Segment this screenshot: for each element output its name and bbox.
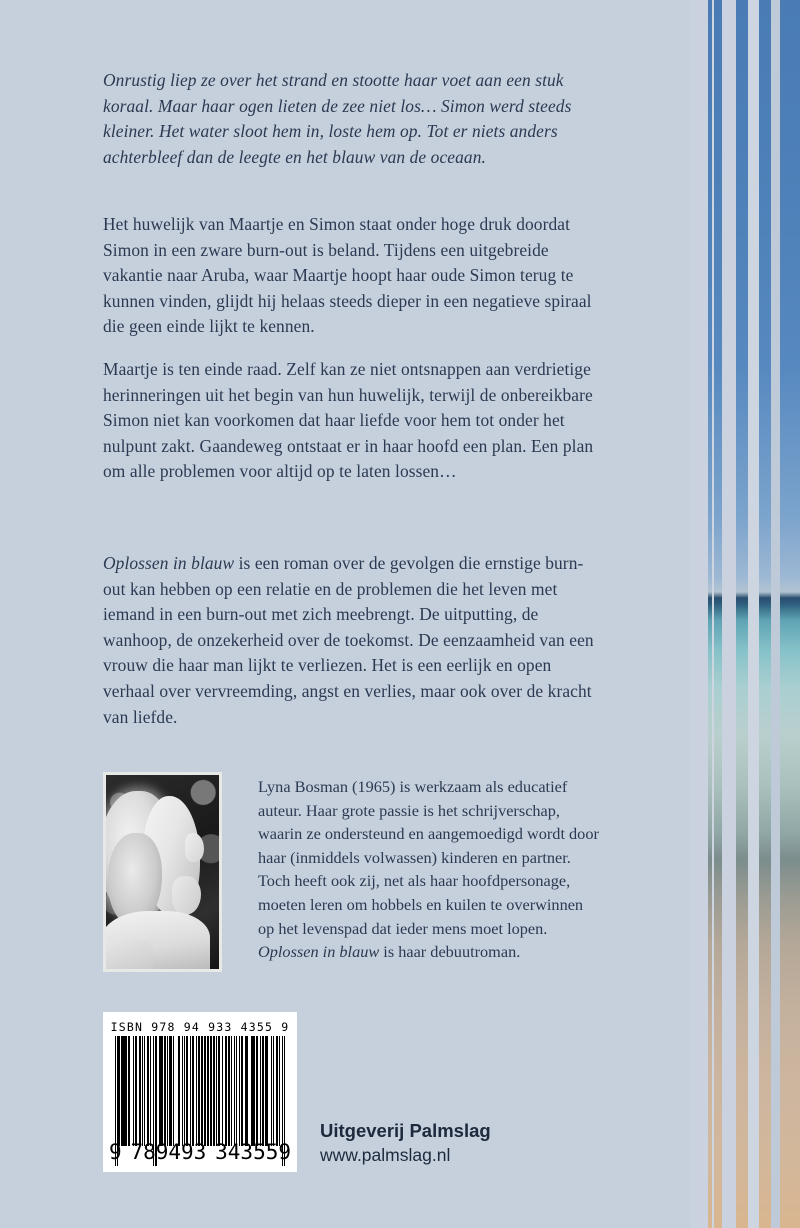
barcode-digit-left: 9 — [109, 1140, 122, 1164]
blurb-quote-paragraph: Onrustig liep ze over het strand en stootte haar voet aan een stuk koraal. Maar haar ogen lieten de zee niet los… Simon werd steeds kleiner. Het water sloot hem in, loste hem op. Tot er niets anders achterbleef dan de leegte en het blauw van de oceaan. — [103, 70, 572, 167]
blurb-paragraph-2: Het huwelijk van Maartje en Simon staat onder hoge druk doordat Simon in een zware burn-out is beland. Tijdens een uitgebreide vakantie naar Aruba, waar Maartje hoopt haar oude Simon terug te kunnen vinden, glijdt hij helaas steeds dieper in een negatieve spiraal die geen einde lijkt te kennen. — [103, 214, 592, 337]
strip-stripe-paper — [690, 0, 708, 1228]
barcode-digit-group-1: 789493 — [130, 1140, 207, 1164]
author-bio-book-title: Oplossen in blauw — [258, 942, 380, 962]
blurb-paragraph-4-text: is een roman over de gevolgen die ernstige burn-out kan hebben op een relatie en de problemen die het leven met iemand in een burn-out met zich meebrengt. De uitputting, de wanhoop, de onzekerheid over de toekomst. De eenzaamheid van een vrouw die haar man lijkt te verliezen. Het is een eerlijk en open verhaal over vervreemding, angst en verlies, maar ook over de kracht van liefde. — [103, 553, 594, 727]
author-portrait — [106, 775, 219, 969]
blurb-paragraph-4 — [103, 551, 601, 730]
barcode-digit-group-2: 343559 — [215, 1140, 291, 1164]
isbn-barcode — [103, 1012, 297, 1172]
author-photo-frame — [103, 772, 222, 972]
strip-stripe-photo — [736, 0, 748, 1228]
strip-stripe-paper — [722, 0, 736, 1228]
strip-stripe-paper3 — [771, 0, 780, 1228]
barcode-digits — [109, 1140, 291, 1164]
strip-stripe-photo — [759, 0, 771, 1228]
author-bio — [258, 775, 603, 964]
beach-photo-strip — [690, 0, 800, 1228]
author-bio-part-1: Lyna Bosman (1965) is werkzaam als educatief auteur. Haar grote passie is het schrijverschap, waarin ze ondersteund en aangemoedigd wordt door haar (inmiddels volwassen) kinderen en partner. Toch heeft ook zij, net als haar hoofdpersonage, moeten leren om hobbels en kuilen te overwinnen op het levenspad dat ieder mens moet lopen. — [258, 777, 599, 938]
blurb-book-title: Oplossen in blauw — [103, 553, 235, 573]
strip-stripe-photo — [780, 0, 800, 1228]
publisher-block — [320, 1118, 491, 1168]
portrait-chin — [172, 876, 201, 915]
portrait-nose — [185, 833, 204, 862]
author-bio-part-2: is haar debuutroman. — [379, 942, 521, 962]
publisher-website[interactable]: www.palmslag.nl — [320, 1145, 451, 1165]
publisher-name: Uitgeverij Palmslag — [320, 1120, 491, 1141]
isbn-number-label: ISBN 978 94 933 4355 9 — [110, 1020, 290, 1034]
barcode-bars — [115, 1036, 285, 1146]
portrait-shoulder-left — [106, 938, 153, 969]
strip-stripe-paper2 — [748, 0, 759, 1228]
strip-stripe-photo — [714, 0, 722, 1228]
blurb-paragraph-3: Maartje is ten einde raad. Zelf kan ze niet ontsnappen aan verdrietige herinneringen uit het begin van hun huwelijk, terwijl de onbereikbare Simon niet kan voorkomen dat haar liefde voor hem tot onder het nulpunt zakt. Gaandeweg ontstaat er in haar hoofd een plan. Een plan om alle problemen voor altijd op te laten lossen… — [103, 359, 594, 482]
